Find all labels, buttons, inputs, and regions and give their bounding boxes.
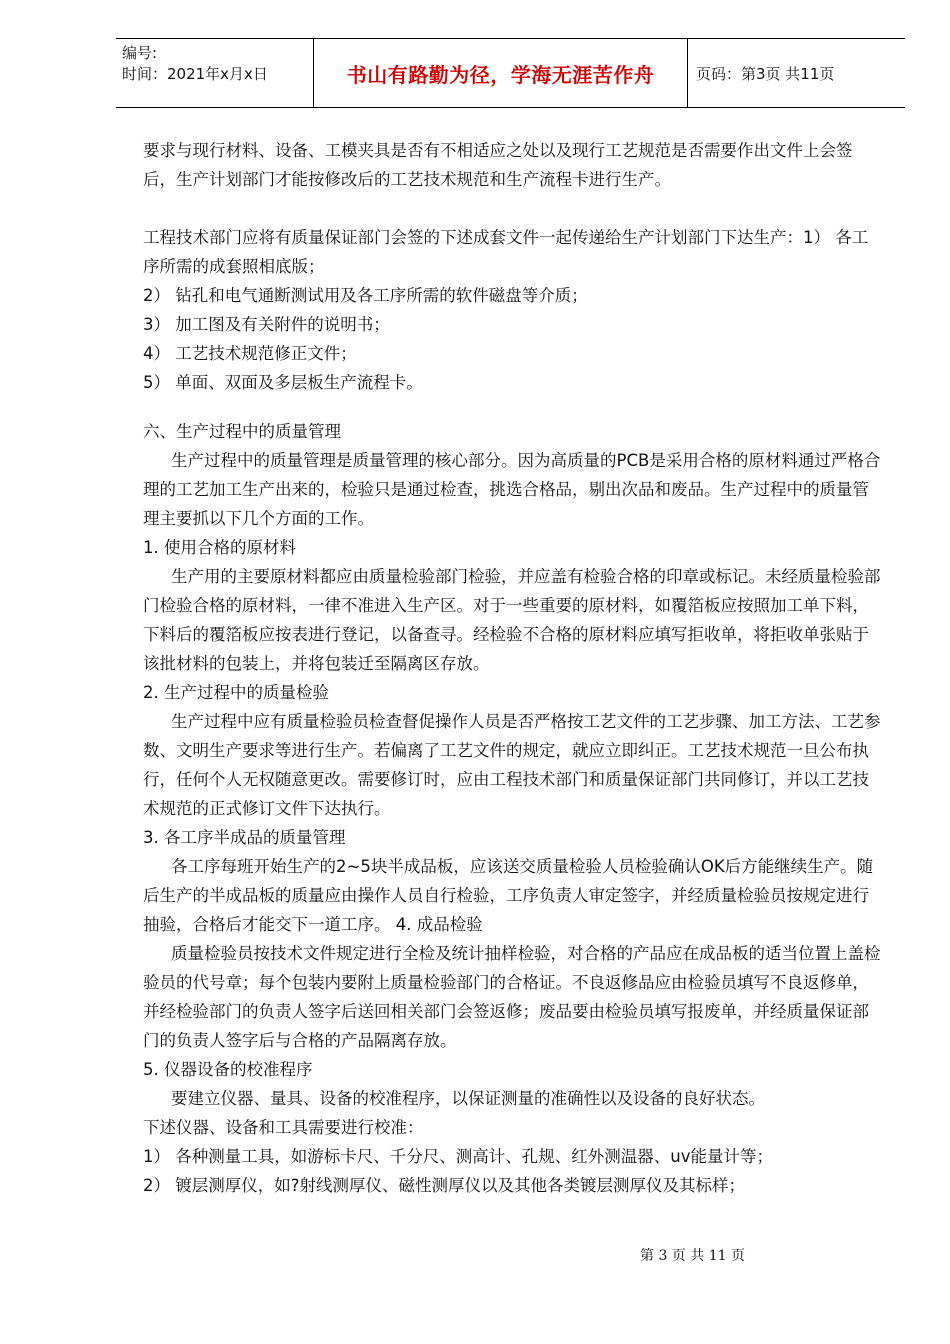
list-item: 5） 单面、双面及多层板生产流程卡。 [143, 373, 423, 392]
paragraph: 工程技术部门应将有质量保证部门会签的下述成套文件一起传递给生产计划部门下达生产：1） 各工序所需的成套照相底版； [143, 228, 869, 276]
header-page-info: 页码：第3页 共11页 [696, 64, 835, 83]
paragraph: 质量检验员按技术文件规定进行全检及统计抽样检验，对合格的产品应在成品板的适当位置上盖检验员的代号章；每个包装内要附上质量检验部门的合格证。不良返修品应由检验员填写不良返修单，并经检验部门的负责人签字后送回相关部门会签返修；废品要由检验员填写报废单，并经质量保证部门的负责人签字后与合格的产品隔离存放。 [143, 944, 881, 1050]
subsection-heading: 5. 仪器设备的校准程序 [143, 1060, 313, 1079]
list-item: 4） 工艺技术规范修正文件； [143, 344, 357, 363]
list-item: 2） 钻孔和电气通断测试用及各工序所需的软件磁盘等介质； [143, 286, 588, 305]
page-header [116, 38, 905, 108]
paragraph: 要建立仪器、量具、设备的校准程序，以保证测量的准确性以及设备的良好状态。 [171, 1089, 766, 1108]
list-item: 2） 镀层测厚仪，如?射线测厚仪、磁性测厚仪以及其他各类镀层测厚仪及其标样； [143, 1176, 746, 1195]
subsection-heading: 2. 生产过程中的质量检验 [143, 683, 329, 702]
document-body [143, 136, 883, 1200]
list-item: 3） 加工图及有关附件的说明书； [143, 315, 390, 334]
section-heading: 六、生产过程中的质量管理 [143, 422, 341, 441]
paragraph: 生产过程中应有质量检验员检查督促操作人员是否严格按工艺文件的工艺步骤、加工方法、工艺参数、文明生产要求等进行生产。若偏离了工艺文件的规定，就应立即纠正。工艺技术规范一旦公布执行，任何个人无权随意更改。需要修订时，应由工程技术部门和质量保证部门共同修订，并以工艺技术规范的正式修订文件下达执行。 [143, 712, 881, 818]
header-meta [116, 39, 314, 107]
header-motto: 书山有路勤为径，学海无涯苦作舟 [314, 39, 688, 107]
paragraph: 生产过程中的质量管理是质量管理的核心部分。因为高质量的PCB是采用合格的原材料通过严格合理的工艺加工生产出来的，检验只是通过检查，挑选合格品，剔出次品和废品。生产过程中的质量管理主要抓以下几个方面的工作。 [143, 451, 881, 528]
document-number: 编号: [122, 44, 158, 62]
subsection-heading: 3. 各工序半成品的质量管理 [143, 828, 346, 847]
list-item: 1） 各种测量工具，如游标卡尺、千分尺、测高计、孔规、红外测温器、uv能量计等； [143, 1147, 773, 1166]
subsection-heading: 1. 使用合格的原材料 [143, 538, 296, 557]
document-time: 时间：2021年x月x日 [122, 65, 268, 83]
paragraph: 生产用的主要原材料都应由质量检验部门检验，并应盖有检验合格的印章或标记。未经质量检验部门检验合格的原材料，一律不准进入生产区。对于一些重要的原材料，如覆箔板应按照加工单下料，下料后的覆箔板应按表进行登记，以备查寻。经检验不合格的原材料应填写拒收单，将拒收单张贴于该批材料的包装上，并将包装迁至隔离区存放。 [143, 567, 881, 673]
page-footer: 第 3 页 共 11 页 [640, 1248, 745, 1264]
paragraph: 下述仪器、设备和工具需要进行校准： [143, 1118, 424, 1137]
paragraph: 各工序每班开始生产的2~5块半成品板，应该送交质量检验人员检验确认OK后方能继续生产。随后生产的半成品板的质量应由操作人员自行检验，工序负责人审定签字，并经质量检验员按规定进行抽验，合格后才能交下一道工序。 4. 成品检验 [143, 857, 874, 934]
paragraph: 要求与现行材料、设备、工模夹具是否有不相适应之处以及现行工艺规范是否需要作出文件上会签后，生产计划部门才能按修改后的工艺技术规范和生产流程卡进行生产。 [143, 141, 853, 189]
